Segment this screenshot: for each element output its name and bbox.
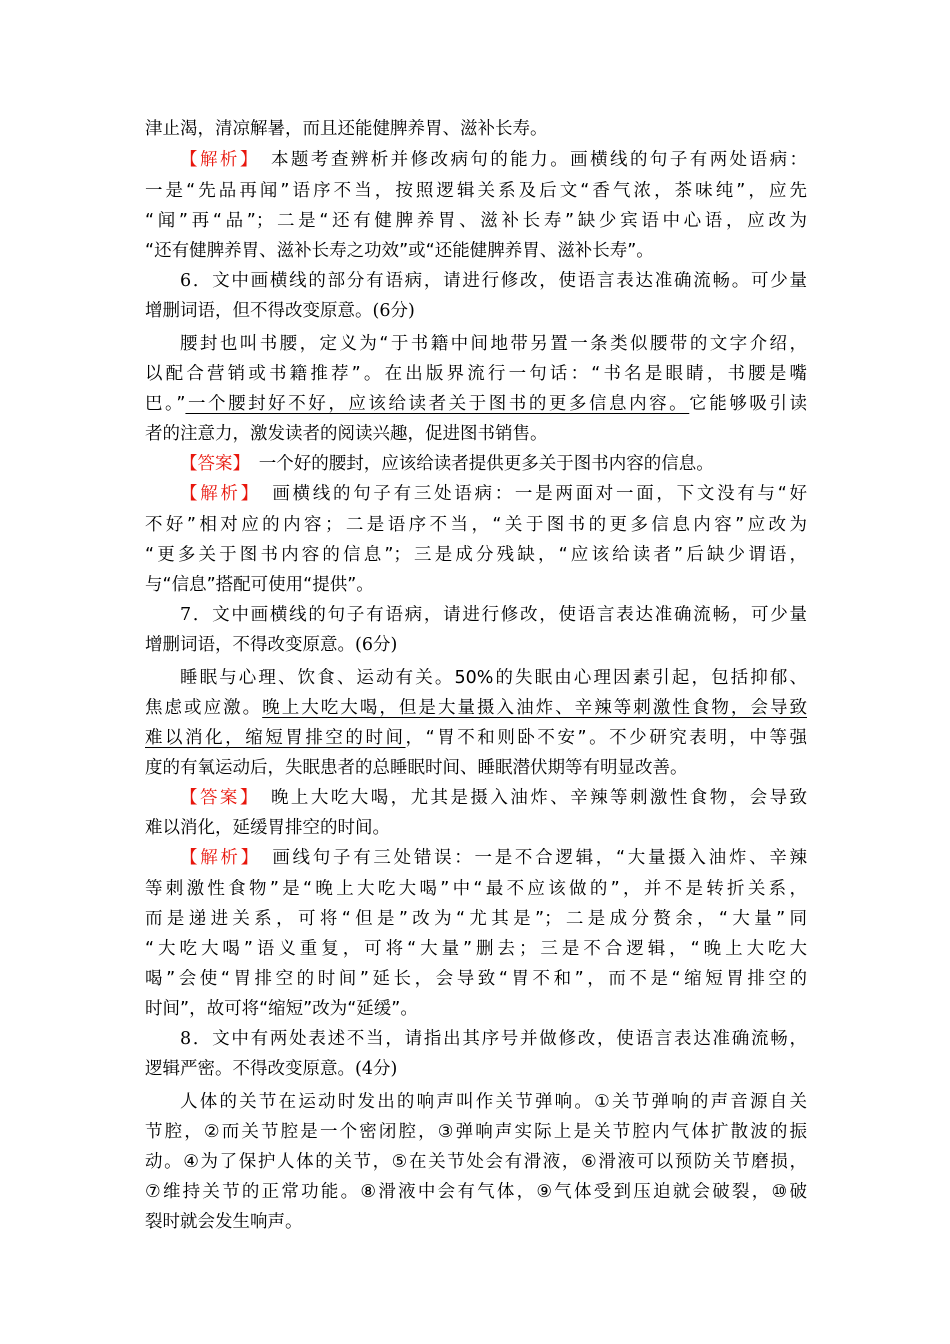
- text-line: “闻”再“品”；二是“还有健脾养胃、滋补长寿”缺少宾语中心语，应改为: [145, 211, 807, 231]
- text-line: “更多关于图书内容的信息”；三是成分残缺，“应该给读者”后缺少谓语，: [145, 545, 807, 565]
- underlined-sentence: 一个腰封好不好，应该给读者关于图书的更多信息内容。: [185, 394, 690, 414]
- text-line: 焦虑或应激。晚上大吃大喝，但是大量摄入油炸、辛辣等刺激性食物，会导致: [145, 698, 808, 718]
- text-line: 津止渴，清凉解暑，而且还能健脾养胃、滋补长寿。: [145, 119, 548, 139]
- text-line: 巴。”一个腰封好不好，应该给读者关于图书的更多信息内容。它能够吸引读: [145, 394, 808, 414]
- question-7: 7．文中画横线的句子有语病，请进行修改，使语言表达准确流畅，可少量: [180, 605, 807, 625]
- underlined-sentence: 晚上大吃大喝，但是大量摄入油炸、辛辣等刺激性食物，会导致: [262, 698, 808, 718]
- text-line: 者的注意力，激发读者的阅读兴趣，促进图书销售。: [145, 424, 548, 444]
- text-line: 难以消化，缩短胃排空的时间，“胃不和则卧不安”。不少研究表明，中等强: [145, 728, 808, 748]
- answer-paragraph: 【答案】 一个好的腰封，应该给读者提供更多关于图书内容的信息。: [180, 454, 714, 474]
- text-line: 难以消化，延缓胃排空的时间。: [145, 818, 390, 838]
- text-line: 逻辑严密。不得改变原意。(4分): [145, 1059, 398, 1079]
- passage-paragraph: 睡眠与心理、饮食、运动有关。50%的失眠由心理因素引起，包括抑郁、: [180, 668, 807, 688]
- text-line: ⑦维持关节的正常功能。⑧滑液中会有气体，⑨气体受到压迫就会破裂，⑩破: [145, 1182, 807, 1202]
- text-line: 以配合营销或书籍推荐”。在出版界流行一句话：“书名是眼睛，书腰是嘴: [145, 364, 807, 384]
- answer-paragraph: 【答案】 晚上大吃大喝，尤其是摄入油炸、辛辣等刺激性食物，会导致: [180, 788, 808, 808]
- text-line: “还有健脾养胃、滋补长寿之功效”或“还能健脾养胃、滋补长寿”。: [145, 241, 654, 261]
- text-line: 度的有氧运动后，失眠患者的总睡眠时间、睡眠潜伏期等有明显改善。: [145, 758, 688, 778]
- answer-tag: 【答案】: [180, 788, 252, 808]
- text-line: 而是递进关系，可将“但是”改为“尤其是”；二是成分赘余，“大量”同: [145, 909, 807, 929]
- text-line: 节腔，②而关节腔是一个密闭腔，③弹响声实际上是关节腔内气体扩散波的振: [145, 1122, 807, 1142]
- analysis-paragraph: 【解析】 本题考查辨析并修改病句的能力。画横线的句子有两处语病：: [180, 150, 808, 170]
- text-line: “大吃大喝”语义重复，可将“大量”删去；三是不合逻辑，“晚上大吃大: [145, 939, 807, 959]
- answer-tag: 【答案】: [180, 454, 242, 474]
- text-line: 等刺激性食物”是“晚上大吃大喝”中“最不应该做的”，并不是转折关系，: [145, 879, 807, 899]
- text-line: 不好”相对应的内容；二是语序不当，“关于图书的更多信息内容”应改为: [145, 515, 807, 535]
- text-line: 增删词语，不得改变原意。(6分): [145, 635, 398, 655]
- analysis-tag: 【解析】: [180, 150, 252, 170]
- text-line: 喝”会使“胃排空的时间”延长，会导致“胃不和”，而不是“缩短胃排空的: [145, 969, 807, 989]
- text-line: 动。④为了保护人体的关节，⑤在关节处会有滑液，⑥滑液可以预防关节磨损，: [145, 1152, 807, 1172]
- text-line: 与“信息”搭配可使用“提供”。: [145, 575, 374, 595]
- analysis-tag: 【解析】: [180, 484, 253, 504]
- text-line: 增删词语，但不得改变原意。(6分): [145, 301, 415, 321]
- analysis-paragraph: 【解析】 画线句子有三处错误：一是不合逻辑，“大量摄入油炸、辛辣: [180, 848, 808, 868]
- question-6: 6．文中画横线的部分有语病，请进行修改，使语言表达准确流畅。可少量: [180, 271, 807, 291]
- text-line: 裂时就会发生响声。: [145, 1212, 303, 1232]
- text-line: 时间”，故可将“缩短”改为“延缓”。: [145, 999, 418, 1019]
- question-8: 8．文中有两处表述不当，请指出其序号并做修改，使语言表达准确流畅，: [180, 1029, 807, 1049]
- text-line: 一是“先品再闻”语序不当，按照逻辑关系及后文“香气浓，茶味纯”，应先: [145, 181, 807, 201]
- analysis-paragraph: 【解析】 画横线的句子有三处语病：一是两面对一面，下文没有与“好: [180, 484, 808, 504]
- passage-paragraph: 腰封也叫书腰，定义为“于书籍中间地带另置一条类似腰带的文字介绍，: [180, 334, 807, 354]
- analysis-tag: 【解析】: [180, 848, 253, 868]
- underlined-sentence: 难以消化，缩短胃排空的时间: [145, 728, 406, 748]
- passage-paragraph: 人体的关节在运动时发出的响声叫作关节弹响。①关节弹响的声音源自关: [180, 1092, 807, 1112]
